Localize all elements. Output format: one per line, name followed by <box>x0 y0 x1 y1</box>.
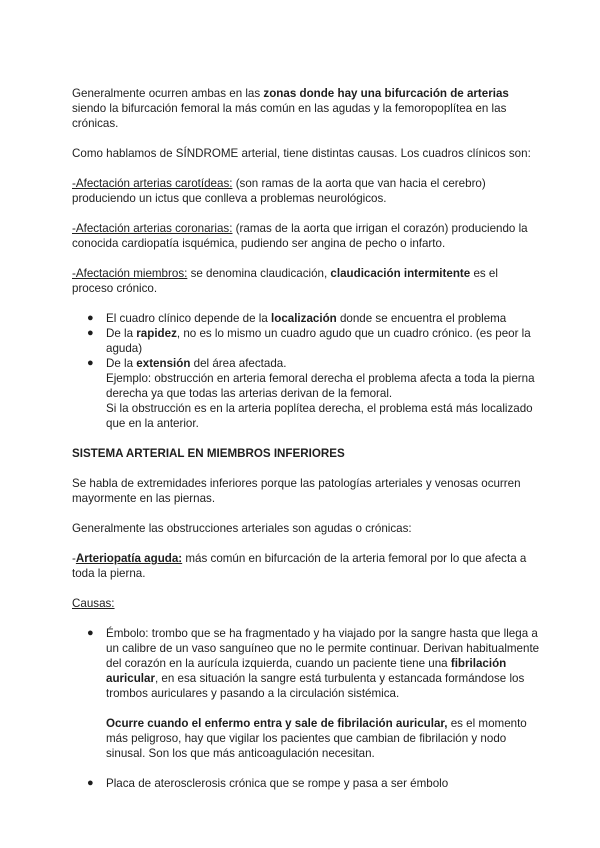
paragraph-coronarias <box>72 221 542 251</box>
causas-label: Causas: <box>72 597 115 610</box>
underlined-label: -Afectación arterias carotídeas: <box>72 177 233 190</box>
list-item <box>72 776 542 791</box>
text: es el momento más peligroso, hay que vigilar los pacientes que cambian de fibrilación y nodo sinusal. Son los que más anticoagulación necesitan. <box>106 717 527 760</box>
bullet-icon: ● <box>87 312 94 324</box>
bullet-list-causas <box>72 626 542 791</box>
bullet-icon: ● <box>87 627 94 639</box>
bold-text: fibrilación auricular <box>106 657 507 685</box>
text: Émbolo: trombo que se ha fragmentado y ha viajado por la sangre hasta que llega a un calibre de un vaso sanguíneo que no le permite continuar. Derivan habitualmente del corazón en la aurícula izquierda, cuando un paciente tiene una <box>106 627 540 670</box>
list-item <box>72 356 542 431</box>
text: De la <box>106 327 137 340</box>
text: es el proceso crónico. <box>72 267 498 295</box>
note-paragraph <box>106 716 542 761</box>
bullet-icon: ● <box>87 327 94 339</box>
paragraph-carotideas <box>72 176 542 206</box>
spacer <box>106 701 542 716</box>
bold-text: claudicación intermitente <box>330 267 471 280</box>
bullet-icon: ● <box>87 357 94 369</box>
bullet-list-factores <box>72 311 542 431</box>
list-item <box>72 626 542 761</box>
document-page <box>72 86 542 806</box>
paragraph-sindrome: Como hablamos de SÍNDROME arterial, tiene distintas causas. Los cuadros clínicos son: <box>72 147 531 160</box>
list-item <box>72 326 542 356</box>
list-item <box>72 311 542 326</box>
paragraph-obstrucciones: Generalmente las obstrucciones arteriales son agudas o crónicas: <box>72 522 412 535</box>
underlined-label: -Afectación arterias coronarias: <box>72 222 233 235</box>
text: (ramas de la aorta que irrigan el corazón) produciendo la conocida cardiopatía isquémica, pudiendo ser angina de pecho o infarto. <box>72 222 528 250</box>
section-heading: SISTEMA ARTERIAL EN MIEMBROS INFERIORES <box>72 447 345 460</box>
paragraph-miembros <box>72 266 542 296</box>
text: , no es lo mismo un cuadro agudo que un cuadro crónico. (es peor la aguda) <box>106 327 531 355</box>
bold-text: localización <box>271 312 337 325</box>
text: Placa de aterosclerosis crónica que se rompe y pasa a ser émbolo <box>106 777 449 790</box>
text: Generalmente ocurren ambas en las <box>72 87 264 100</box>
text: más común en bifurcación de la arteria femoral por lo que afecta a toda la pierna. <box>72 552 527 580</box>
dash: - <box>72 552 76 565</box>
text: donde se encuentra el problema <box>336 312 507 325</box>
bold-text: Ocurre cuando el enfermo entra y sale de fibrilación auricular, <box>106 717 448 730</box>
text: se denomina claudicación, <box>187 267 331 280</box>
bold-underlined-label: Arteriopatía aguda: <box>75 552 183 565</box>
text: (son ramas de la aorta que van hacia el cerebro) produciendo un ictus que conlleva a problemas neurológicos. <box>72 177 486 205</box>
underlined-label: -Afectación miembros: <box>72 267 188 280</box>
example-text: Si la obstrucción es en la arteria poplítea derecha, el problema está más localizado que en la anterior. <box>106 402 533 430</box>
text: siendo la bifurcación femoral la más común en las agudas y la femoropoplítea en las crónicas. <box>72 102 507 130</box>
text: El cuadro clínico depende de la <box>106 312 272 325</box>
paragraph-extremidades: Se habla de extremidades inferiores porque las patologías arteriales y venosas ocurren mayormente en las piernas. <box>72 477 521 505</box>
paragraph-arteriopatia <box>72 551 542 581</box>
example-text: Ejemplo: obstrucción en arteria femoral derecha el problema afecta a toda la pierna derecha ya que todas las arterias derivan de la femoral. <box>106 372 535 400</box>
text: , en esa situación la sangre está turbulenta y estancada formándose los trombos auriculares y pasando a la circulación sistémica. <box>106 672 525 700</box>
text: del área afectada. <box>190 357 287 370</box>
text: De la <box>106 357 137 370</box>
bold-text: rapidez <box>136 327 177 340</box>
bold-text: extensión <box>136 357 191 370</box>
paragraph-bifurcacion <box>72 86 542 131</box>
bullet-icon: ● <box>87 777 94 789</box>
bold-text: zonas donde hay una bifurcación de arterias <box>263 87 509 100</box>
